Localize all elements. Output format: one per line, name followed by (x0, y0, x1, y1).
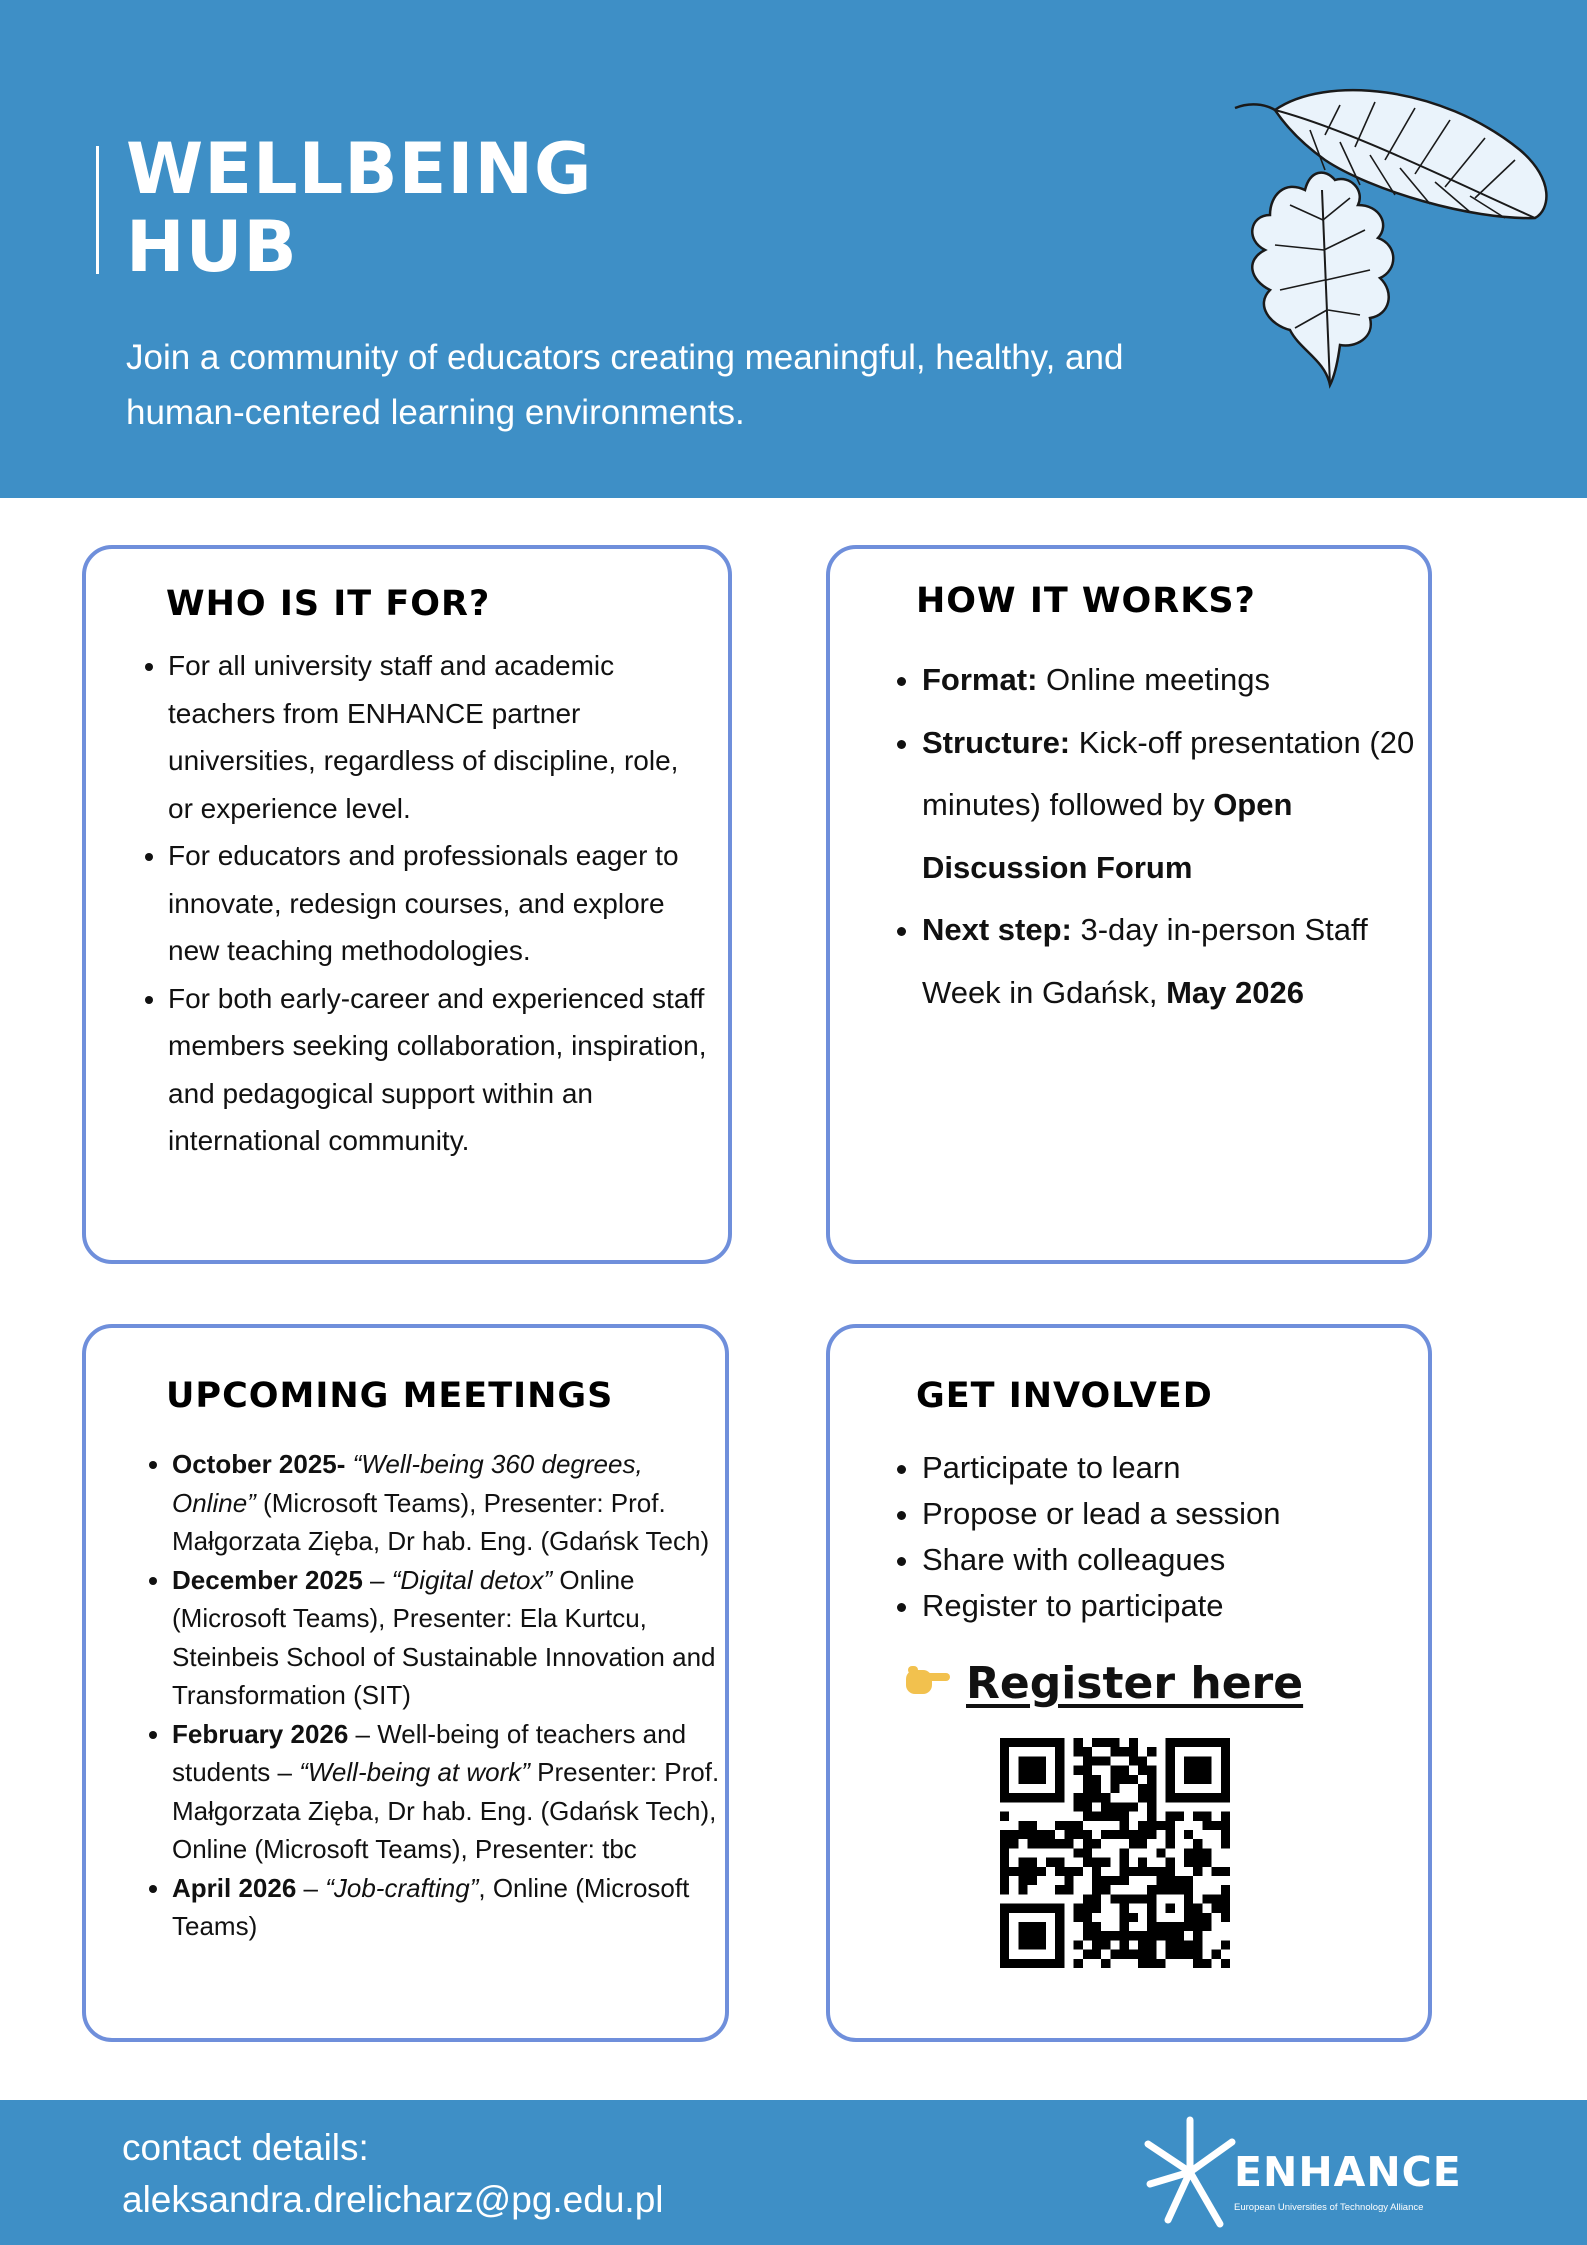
tagline: Join a community of educators creating meaningful, healthy, and human-centered learning environments. (126, 338, 1124, 432)
meeting-item (172, 1715, 732, 1869)
meeting-date: October 2025- (172, 1449, 346, 1479)
involved-heading: GET INVOLVED (916, 1376, 1213, 1416)
next-step-bold: May 2026 (1166, 974, 1304, 1010)
list-item: • For both early-career and experienced staff members seeking collaboration, inspiration, and pedagogical support within an international community. (168, 975, 708, 1165)
meeting-item (172, 1869, 732, 1946)
meeting-title: “Job-crafting” (325, 1872, 479, 1903)
meeting-details: Online (Microsoft Teams), Presenter: Ela Kurtcu, Steinbeis School of Sustainable Innovation and Transformation (SIT) (172, 1564, 716, 1710)
meeting-separator: – (296, 1872, 326, 1903)
logo-name: ENHANCE (1234, 2148, 1462, 2196)
list-item: • Participate to learn (922, 1445, 1422, 1491)
how-it-works-card (826, 545, 1432, 1264)
list-item: • Propose or lead a session (922, 1491, 1422, 1537)
format-label: Format: (922, 662, 1038, 697)
meeting-date: April 2026 (172, 1872, 297, 1903)
register-here-label[interactable]: Register here (966, 1658, 1304, 1709)
involved-list (894, 1445, 1422, 1629)
who-is-it-for-card (82, 545, 732, 1264)
leaves-icon (1230, 80, 1550, 390)
list-item: • Register to participate (922, 1583, 1422, 1629)
register-link[interactable] (904, 1658, 1303, 1709)
title-line-2: HUB (126, 206, 298, 288)
title-accent-bar (96, 146, 99, 274)
list-item: • For educators and professionals eager to innovate, redesign courses, and explore new teaching methodologies. (168, 832, 708, 975)
meeting-title: “Digital detox” (391, 1564, 553, 1595)
structure-bold: Open Discussion Forum (922, 787, 1293, 885)
enhance-star-icon (1140, 2112, 1240, 2237)
meeting-details: (Microsoft Teams), Presenter: Prof. Małgorzata Zięba, Dr hab. Eng. (Gdańsk Tech) (172, 1487, 710, 1556)
contact-details (122, 2122, 664, 2226)
list-item (922, 899, 1442, 1024)
who-list (140, 642, 708, 1165)
meeting-title: “Well-being 360 degrees, Online” (172, 1449, 643, 1518)
pointing-hand-icon (904, 1664, 952, 1698)
meeting-item (172, 1561, 732, 1715)
meeting-date: December 2025 (172, 1564, 363, 1595)
title-line-1: WELLBEING (126, 128, 593, 210)
logo-tagline: European Universities of Technology Alliance (1234, 2202, 1424, 2213)
enhance-logo (1140, 2112, 1460, 2237)
footer (0, 2100, 1587, 2245)
meeting-date: February 2026 (172, 1718, 349, 1749)
next-step-label: Next step: (922, 912, 1072, 947)
how-heading: HOW IT WORKS? (916, 581, 1256, 621)
how-list (894, 649, 1442, 1024)
list-item: • Share with colleagues (922, 1537, 1422, 1583)
meetings-list (144, 1445, 732, 1946)
meeting-item (172, 1445, 732, 1561)
contact-label: contact details: (122, 2127, 369, 2168)
format-text: Online meetings (1037, 662, 1271, 697)
structure-label: Structure: (922, 724, 1071, 760)
meeting-details: , Online (Microsoft Teams) (172, 1872, 690, 1941)
next-step-text: 3-day in-person Staff Week in Gdańsk, (922, 912, 1368, 1010)
meeting-subtitle: – Well-being of teachers and students – (172, 1718, 687, 1787)
list-item (922, 712, 1442, 900)
qr-code-icon[interactable] (1000, 1738, 1230, 1968)
get-involved-card (826, 1324, 1432, 2042)
meeting-details: Presenter: Prof. Małgorzata Zięba, Dr hab. Eng. (Gdańsk Tech), Online (Microsoft Teams), Presenter: tbc (172, 1757, 720, 1864)
meeting-title: “Well-being at work” (299, 1757, 530, 1787)
contact-email[interactable]: aleksandra.drelicharz@pg.edu.pl (122, 2179, 664, 2220)
upcoming-meetings-card (82, 1324, 729, 2042)
list-item (922, 649, 1442, 712)
who-heading: WHO IS IT FOR? (166, 584, 491, 624)
list-item: • For all university staff and academic teachers from ENHANCE partner universities, regardless of discipline, role, or experience level. (168, 642, 708, 832)
upcoming-heading: UPCOMING MEETINGS (166, 1376, 614, 1416)
header-banner (0, 0, 1587, 498)
page-title (126, 130, 593, 286)
meeting-separator: – (362, 1564, 392, 1595)
structure-text: Kick-off presentation (20 minutes) followed by (922, 724, 1415, 822)
